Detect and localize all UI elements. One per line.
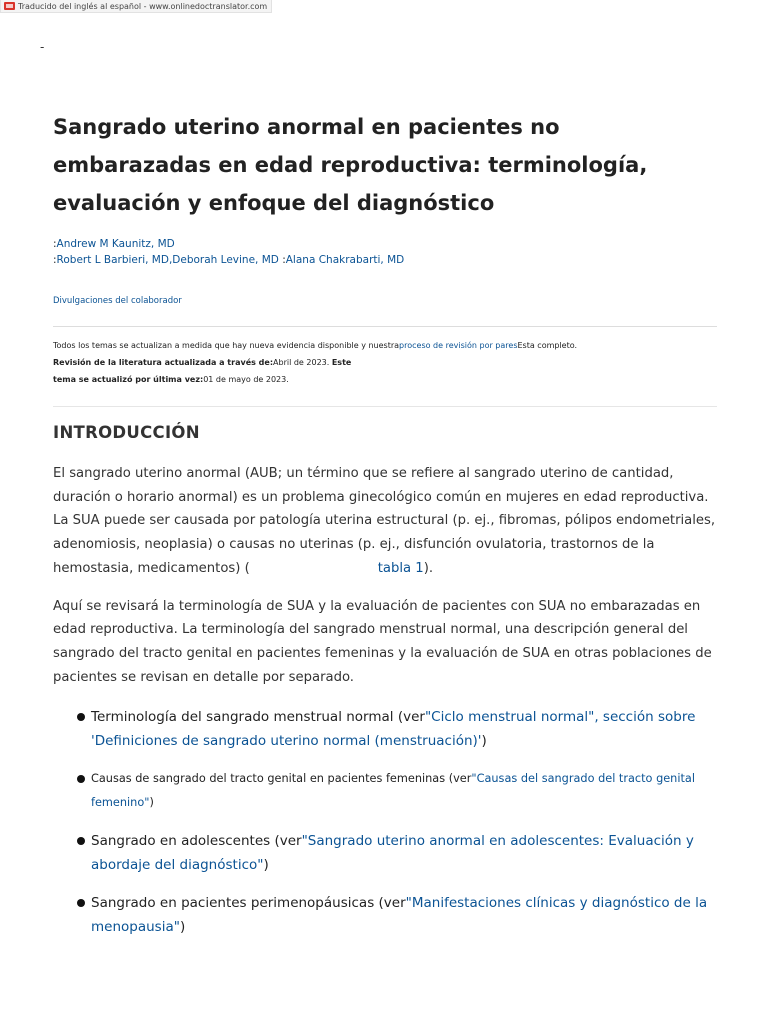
genital-tract-bleeding-link[interactable]: "Causas del sangrado del tracto genital femenino"	[91, 772, 695, 810]
list-item-text: Sangrado en pacientes perimenopáusicas (ver	[91, 895, 406, 912]
update-suffix: Esta completo.	[517, 341, 578, 350]
author-prefix: :	[53, 238, 57, 250]
lit-review-date: Abril de 2023.	[273, 358, 330, 367]
lit-review-line	[53, 354, 717, 371]
list-item-end: )	[263, 857, 269, 874]
authors-block	[53, 236, 717, 268]
last-updated-label: Este	[331, 358, 352, 367]
peer-review-link[interactable]: proceso de revisión por pares	[399, 341, 518, 350]
section-heading-introduction: INTRODUCCIÓN	[53, 423, 200, 442]
update-info	[53, 337, 717, 388]
article-title: Sangrado uterino anormal en pacientes no embarazadas en edad reproductiva: terminología, evaluación y enfoque del diagnóstico	[53, 115, 648, 215]
disclosures-link[interactable]: Divulgaciones del colaborador	[53, 296, 182, 306]
normal-menstrual-cycle-link[interactable]: "Ciclo menstrual normal", sección sobre 'Definiciones de sangrado uterino normal (menstruación)'	[91, 709, 696, 750]
author-separator: :	[278, 254, 286, 266]
list-item	[91, 891, 717, 939]
last-updated-label: tema se actualizó por última vez:	[53, 375, 204, 384]
author-separator: ,	[168, 254, 173, 266]
authors-line-1	[53, 236, 717, 252]
list-item-text: Causas de sangrado del tracto genital en pacientes femeninas (ver	[91, 772, 472, 786]
list-item-end: )	[481, 733, 487, 750]
pdf-translate-icon	[4, 2, 15, 10]
update-statement	[53, 337, 717, 354]
dash-marker: -	[40, 40, 45, 54]
last-updated-line	[53, 371, 717, 388]
update-text: Todos los temas se actualizan a medida que hay nueva evidencia disponible y nuestra	[53, 341, 400, 350]
disclosures-row	[53, 296, 717, 306]
list-item-end: )	[149, 796, 154, 810]
divider	[53, 326, 717, 327]
intro-paragraph-1-end: ).	[423, 560, 434, 576]
author-link-barbieri[interactable]: Robert L Barbieri, MD	[56, 254, 169, 266]
author-link-kaunitz[interactable]: Andrew M Kaunitz, MD	[56, 238, 175, 250]
lit-review-label: Revisión de la literatura actualizada a través de:	[53, 358, 274, 367]
translation-banner-text: Traducido del inglés al español - www.onlinedoctranslator.com	[18, 1, 268, 11]
menopause-link[interactable]: "Manifestaciones clínicas y diagnóstico de la menopausia"	[91, 895, 708, 936]
list-item-text: Terminología del sangrado menstrual normal (ver	[91, 709, 425, 726]
list-item-end: )	[179, 919, 186, 936]
list-item	[91, 829, 717, 877]
intro-paragraph-2: Aquí se revisará la terminología de SUA y la evaluación de pacientes con SUA no embarazadas en edad reproductiva. La terminología del sangrado menstrual normal, una descripción general del sangrado del tracto genital en pacientes femeninas y la evaluación de SUA en otras poblaciones de pacientes se revisan en detalle por separado.	[53, 598, 712, 685]
author-link-levine[interactable]: Deborah Levine, MD	[172, 254, 279, 266]
author-link-chakrabarti[interactable]: Alana Chakrabarti, MD	[285, 254, 405, 266]
translation-banner	[0, 0, 272, 13]
adolescent-aub-link[interactable]: "Sangrado uterino anormal en adolescentes: Evaluación y abordaje del diagnóstico"	[91, 833, 694, 874]
last-updated-date: 01 de mayo de 2023.	[203, 375, 289, 384]
intro-paragraph-1-text: El sangrado uterino anormal (AUB; un término que se refiere al sangrado uterino de cantidad, duración o horario anormal) es un problema ginecológico común en mujeres en edad reproductiva. La SUA puede ser causada por patología uterina estructural (p. ej., fibromas, pólipos endometriales, adenomiosis, neoplasia) o causas no uterinas (p. ej., disfunción ovulatoria, trastornos de la hemostasia, medicamentos) (	[53, 466, 716, 576]
author-prefix: :	[53, 254, 57, 266]
authors-line-2	[53, 252, 717, 268]
table-1-link[interactable]: tabla 1	[377, 560, 424, 576]
list-item-text: Sangrado en adolescentes (ver	[91, 833, 302, 850]
list-item	[91, 767, 717, 815]
related-topics-list	[53, 705, 717, 939]
intro-paragraph-1	[53, 462, 717, 581]
list-item	[91, 705, 717, 753]
divider	[53, 406, 717, 407]
article	[53, 108, 717, 953]
